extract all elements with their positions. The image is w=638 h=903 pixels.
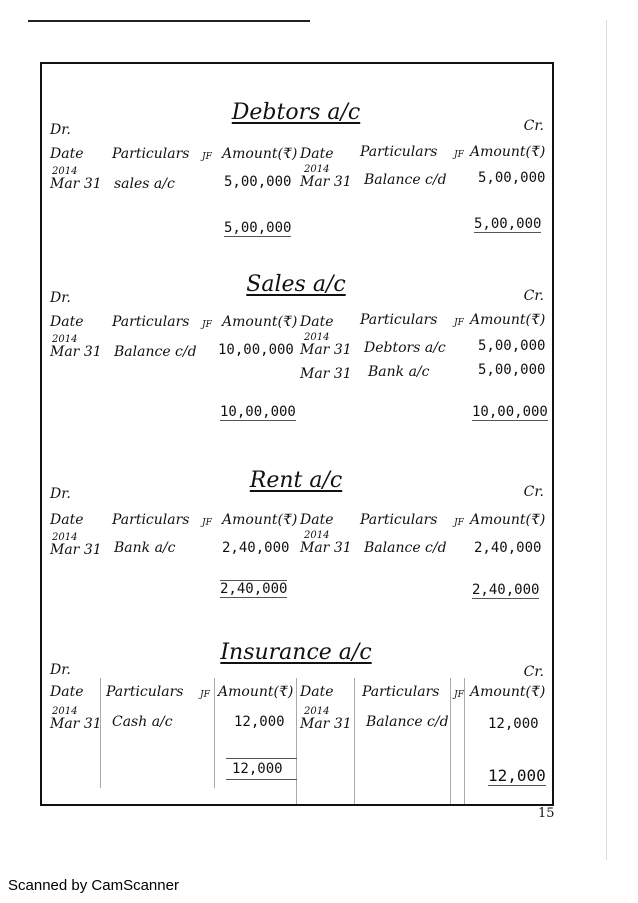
ledger-debtors: [42, 96, 550, 246]
year-dr: 2014: [52, 706, 78, 717]
header-date-cr: Date: [300, 512, 334, 528]
account-title: Rent a/c: [249, 468, 343, 493]
amount-dr: 2,40,000: [222, 540, 290, 556]
total-cr: 10,00,000: [472, 404, 548, 420]
header-particulars-cr: Particulars: [360, 512, 438, 528]
bottom-rule: [40, 804, 554, 806]
particulars-cr: Balance c/d: [366, 714, 449, 730]
year-dr: 2014: [52, 166, 78, 177]
date-dr: Mar 31: [50, 176, 102, 192]
header-jf-cr: JF: [454, 150, 464, 160]
total-dr: 12,000: [226, 758, 297, 780]
header-amount-dr: Amount(₹): [218, 684, 294, 700]
particulars-dr: Bank a/c: [114, 540, 176, 556]
header-particulars-dr: Particulars: [112, 314, 190, 330]
total-dr: 5,00,000: [224, 220, 292, 236]
date-dr: Mar 31: [50, 716, 102, 732]
header-amount-cr: Amount(₹): [470, 512, 546, 528]
year-cr: 2014: [304, 332, 330, 343]
page-edge: [606, 20, 607, 860]
date-dr: Mar 31: [50, 344, 102, 360]
ledger-sales: [42, 268, 550, 428]
dr-label: Dr.: [50, 290, 71, 306]
header-jf-dr: JF: [202, 320, 212, 330]
total-cr: 5,00,000: [474, 216, 542, 232]
header-amount-dr: Amount(₹): [222, 314, 298, 330]
date-dr: Mar 31: [50, 542, 102, 558]
header-particulars-cr: Particulars: [360, 312, 438, 328]
total-cr: 2,40,000: [472, 582, 540, 598]
date-cr: Mar 31: [300, 174, 352, 190]
amount-cr: 12,000: [488, 716, 539, 732]
account-title: Sales a/c: [246, 272, 346, 297]
column-rule: [464, 678, 465, 804]
header-amount-cr: Amount(₹): [470, 684, 546, 700]
particulars-cr-2: Bank a/c: [368, 364, 430, 380]
ledger-insurance: [42, 636, 550, 804]
scanner-watermark: Scanned by CamScanner: [8, 877, 179, 894]
particulars-cr: Balance c/d: [364, 172, 447, 188]
header-date-cr: Date: [300, 684, 334, 700]
header-amount-dr: Amount(₹): [222, 146, 298, 162]
particulars-dr: Cash a/c: [112, 714, 173, 730]
header-amount-dr: Amount(₹): [222, 512, 298, 528]
year-cr: 2014: [304, 530, 330, 541]
cr-label: Cr.: [523, 118, 544, 134]
amount-dr: 10,00,000: [218, 342, 294, 358]
total-cr: 12,000: [488, 766, 546, 785]
particulars-cr-1: Debtors a/c: [364, 340, 446, 356]
header-jf-cr: JF: [454, 318, 464, 328]
header-particulars-dr: Particulars: [106, 684, 184, 700]
header-particulars-cr: Particulars: [362, 684, 440, 700]
amount-dr: 12,000: [234, 714, 285, 730]
account-title: Debtors a/c: [231, 100, 361, 125]
header-date-dr: Date: [50, 146, 84, 162]
column-rule: [354, 678, 355, 804]
date-cr-1: Mar 31: [300, 342, 352, 358]
header-jf-cr: JF: [454, 690, 464, 700]
dr-label: Dr.: [50, 486, 71, 502]
cr-label: Cr.: [523, 288, 544, 304]
year-dr: 2014: [52, 334, 78, 345]
account-title: Insurance a/c: [220, 640, 372, 665]
header-jf-dr: JF: [200, 690, 210, 700]
column-rule: [214, 678, 215, 788]
dr-label: Dr.: [50, 662, 71, 678]
total-dr: 2,40,000: [220, 581, 288, 597]
ledger-rent: [42, 464, 550, 614]
header-particulars-cr: Particulars: [360, 144, 438, 160]
amount-dr: 5,00,000: [224, 174, 292, 190]
total-dr: 10,00,000: [220, 404, 296, 420]
date-cr-2: Mar 31: [300, 366, 352, 382]
header-date-cr: Date: [300, 146, 334, 162]
header-jf-cr: JF: [454, 518, 464, 528]
particulars-cr: Balance c/d: [364, 540, 447, 556]
header-date-cr: Date: [300, 314, 334, 330]
header-particulars-dr: Particulars: [112, 512, 190, 528]
year-dr: 2014: [52, 532, 78, 543]
column-rule: [450, 678, 451, 804]
header-date-dr: Date: [50, 684, 84, 700]
header-amount-cr: Amount(₹): [470, 144, 546, 160]
header-jf-dr: JF: [202, 152, 212, 162]
amount-cr: 5,00,000: [478, 170, 546, 186]
cr-label: Cr.: [523, 484, 544, 500]
amount-cr-1: 5,00,000: [478, 338, 546, 354]
header-particulars-dr: Particulars: [112, 146, 190, 162]
particulars-dr: Balance c/d: [114, 344, 197, 360]
date-cr: Mar 31: [300, 716, 352, 732]
date-cr: Mar 31: [300, 540, 352, 556]
header-jf-dr: JF: [202, 518, 212, 528]
page-number: 15: [538, 806, 555, 821]
amount-cr-2: 5,00,000: [478, 362, 546, 378]
column-rule: [100, 678, 101, 788]
dr-label: Dr.: [50, 122, 71, 138]
header-amount-cr: Amount(₹): [470, 312, 546, 328]
column-rule: [296, 678, 297, 804]
cr-label: Cr.: [523, 664, 544, 680]
particulars-dr: sales a/c: [114, 176, 175, 192]
top-rule: [28, 20, 310, 22]
amount-cr: 2,40,000: [474, 540, 542, 556]
year-cr: 2014: [304, 706, 330, 717]
header-date-dr: Date: [50, 314, 84, 330]
year-cr: 2014: [304, 164, 330, 175]
header-date-dr: Date: [50, 512, 84, 528]
